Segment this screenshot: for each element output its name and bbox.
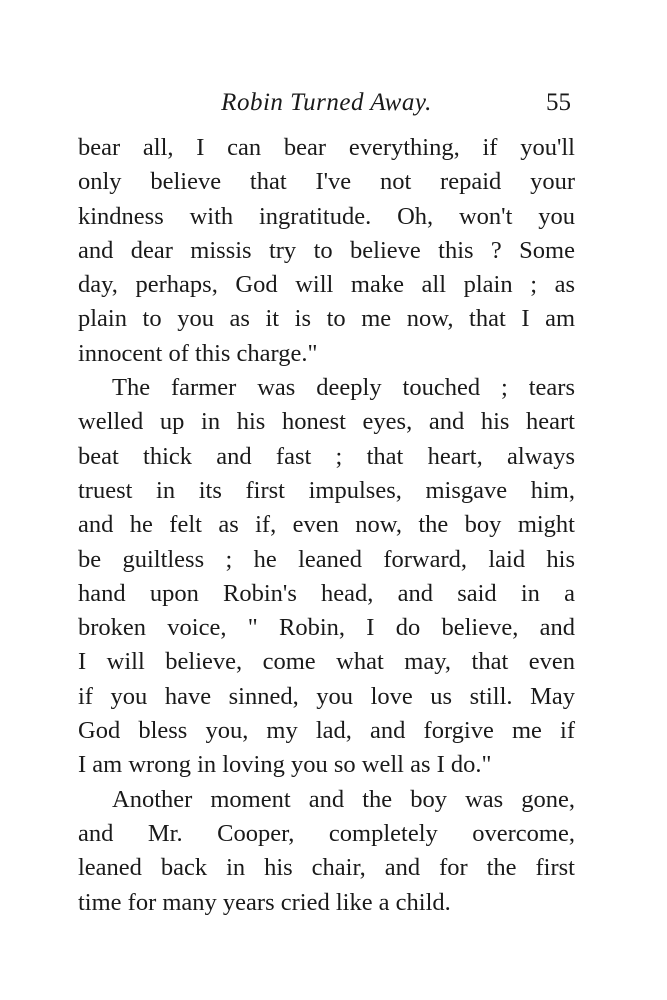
text-line: innocent of this charge.": [78, 339, 318, 367]
text-line: hand upon Robin's head, and said in a: [78, 579, 575, 607]
text-line: bear all, I can bear everything, if you'll: [78, 134, 575, 161]
text-line: God bless you, my lad, and forgive me if: [78, 717, 575, 745]
body-text: [78, 131, 575, 920]
text-line: I will believe, come what may, that even: [78, 648, 575, 676]
text-line: The farmer was deeply touched ; tears: [112, 374, 575, 402]
text-line: truest in its first impulses, misgave him,: [78, 476, 575, 504]
running-head: [78, 83, 575, 123]
text-line: Another moment and the boy was gone,: [112, 785, 575, 813]
text-line: kindness with ingratitude. Oh, won't you: [78, 202, 575, 230]
text-line: leaned back in his chair, and for the first: [78, 854, 575, 882]
text-line: time for many years cried like a child.: [78, 888, 451, 916]
text-line: broken voice, " Robin, I do believe, and: [78, 614, 575, 642]
text-line: and Mr. Cooper, completely overcome,: [78, 819, 575, 847]
text-line: and he felt as if, even now, the boy might: [78, 511, 575, 539]
page-number: 55: [546, 89, 571, 116]
text-line: if you have sinned, you love us still. May: [78, 682, 575, 710]
text-line: plain to you as it is to me now, that I am: [78, 305, 575, 333]
text-line: day, perhaps, God will make all plain ; as: [78, 271, 575, 299]
running-title: Robin Turned Away.: [221, 89, 432, 116]
text-line: I am wrong in loving you so well as I do.": [78, 751, 492, 779]
text-line: welled up in his honest eyes, and his heart: [78, 408, 575, 436]
text-line: and dear missis try to believe this ? Some: [78, 236, 575, 264]
text-line: be guiltless ; he leaned forward, laid his: [78, 545, 575, 573]
text-line: beat thick and fast ; that heart, always: [78, 442, 575, 470]
text-line: only believe that I've not repaid your: [78, 168, 575, 196]
